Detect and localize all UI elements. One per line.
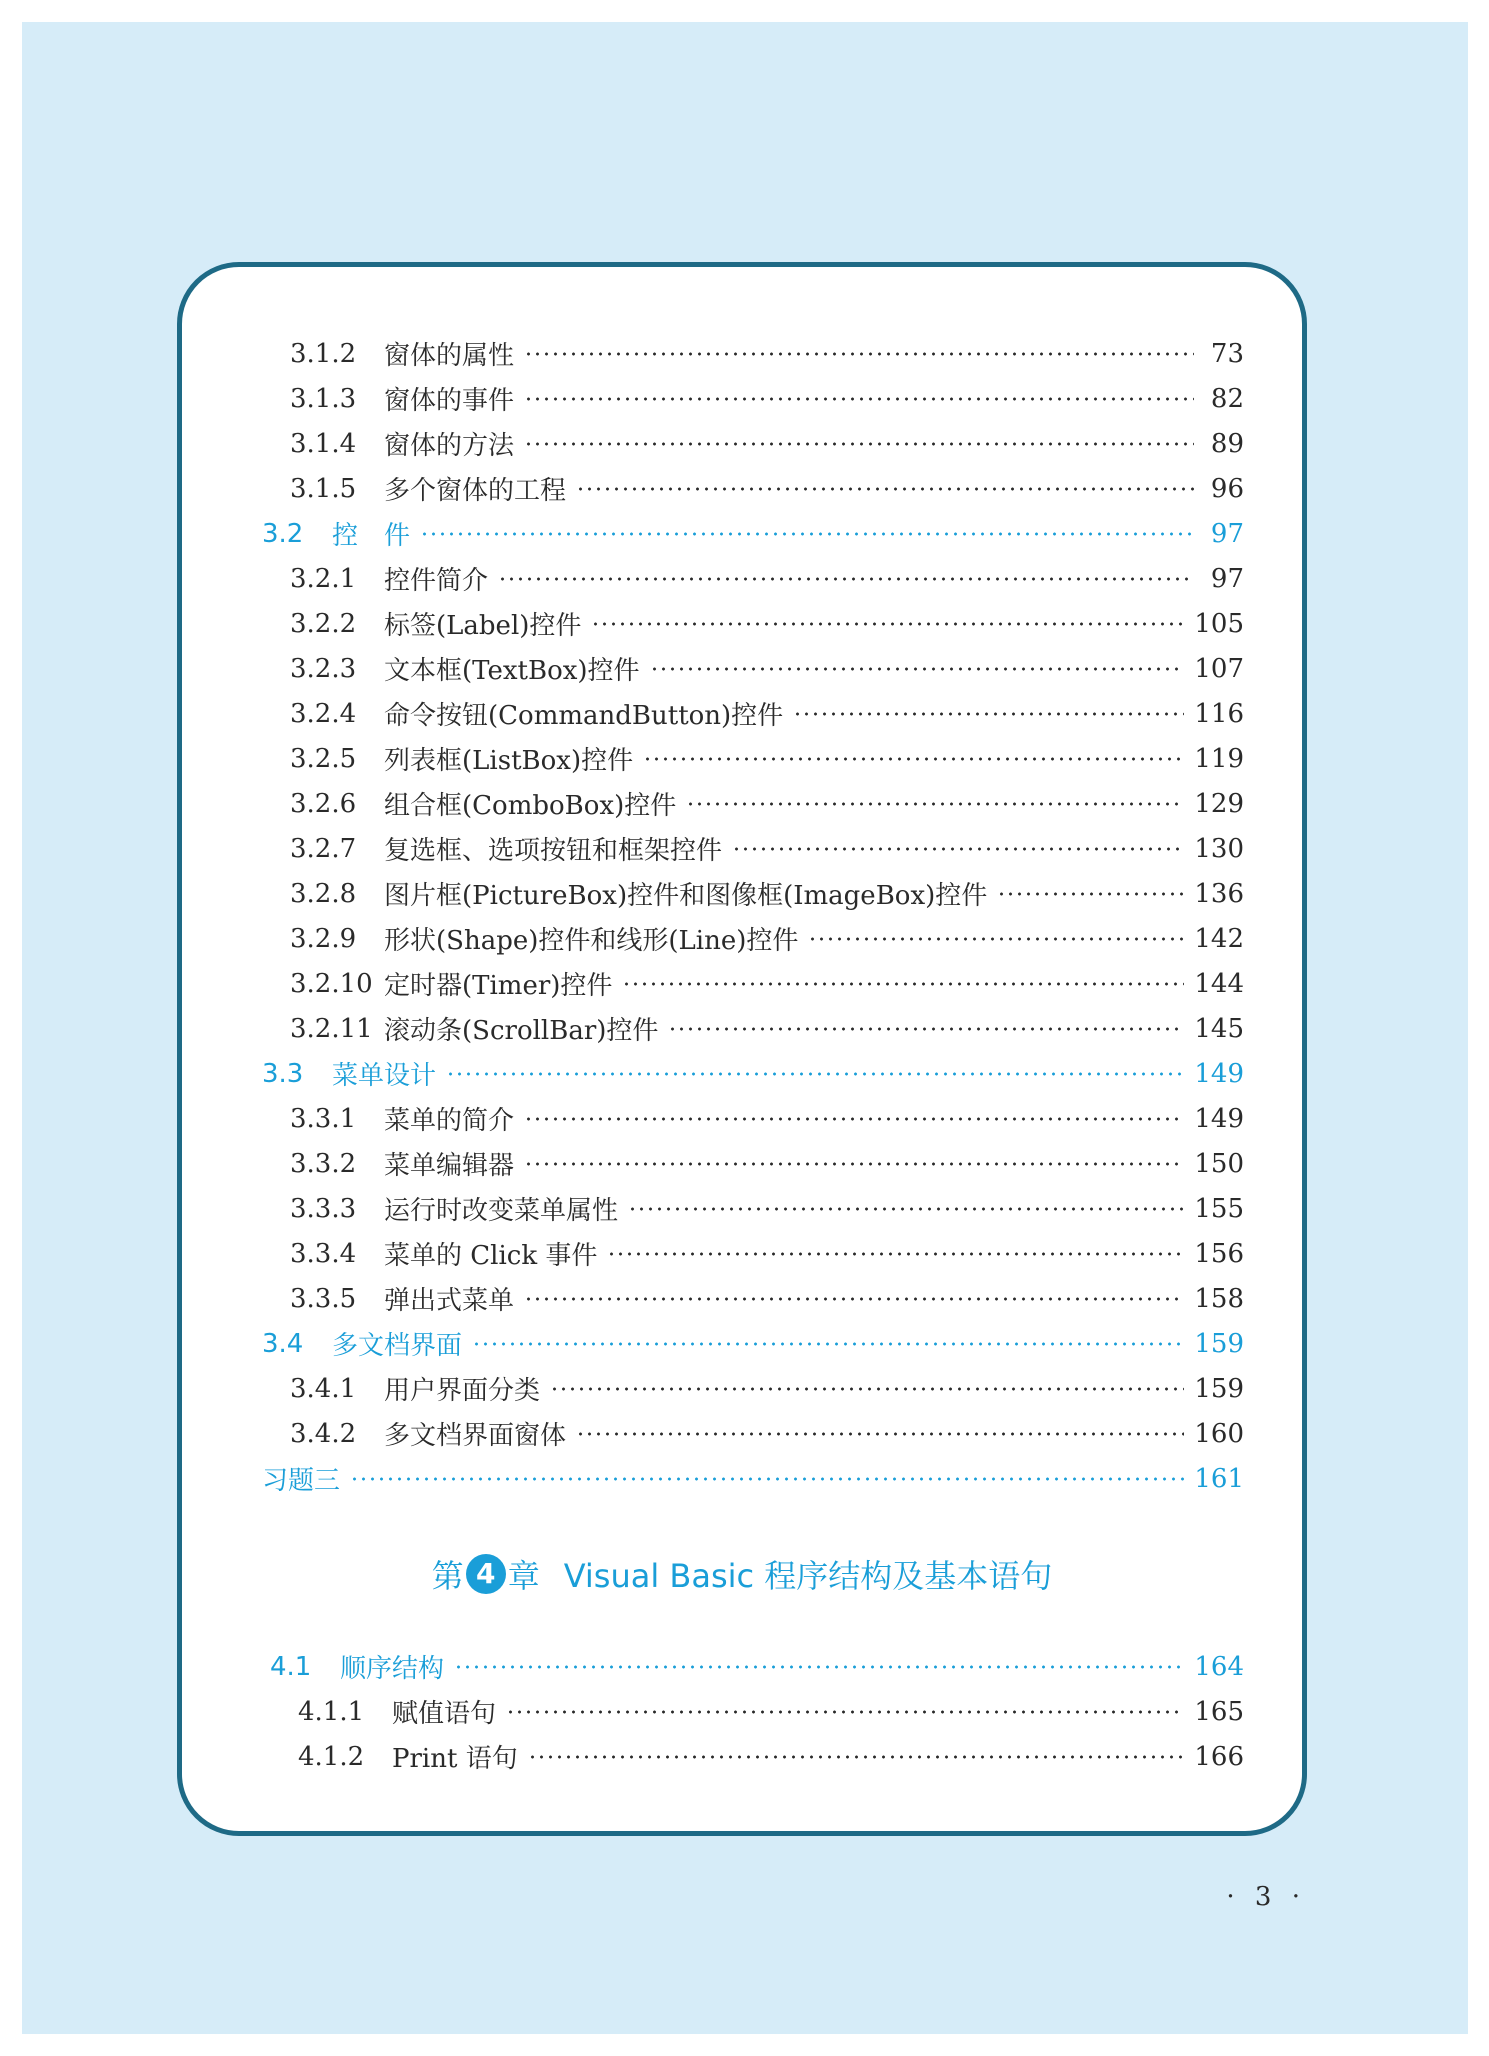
toc-dot-leader bbox=[650, 666, 1185, 672]
toc-subsection-row[interactable] bbox=[262, 916, 1244, 961]
toc-entry-number: 3.3.5 bbox=[290, 1283, 357, 1314]
toc-entry-title: 窗体的事件 bbox=[384, 386, 515, 416]
toc-entry-number: 3.1.2 bbox=[290, 338, 357, 369]
toc-entry-number: 3.2.6 bbox=[290, 788, 357, 819]
toc-entry-page: 107 bbox=[1194, 653, 1244, 684]
toc-section-row[interactable] bbox=[262, 1321, 1244, 1366]
toc-dot-leader bbox=[454, 1664, 1184, 1670]
toc-entry-number: 3.2.8 bbox=[290, 878, 357, 909]
toc-entry-title: 顺序结构 bbox=[340, 1654, 445, 1684]
toc-subsection-row[interactable] bbox=[262, 601, 1244, 646]
toc-dot-leader bbox=[808, 936, 1184, 942]
toc-section-row[interactable] bbox=[262, 1051, 1244, 1096]
toc-entry-number: 3.2.5 bbox=[290, 743, 357, 774]
chapter-suffix: 章 bbox=[507, 1557, 540, 1595]
toc-dot-leader bbox=[643, 756, 1184, 762]
toc-dot-leader bbox=[668, 1026, 1184, 1032]
toc-subsection-row[interactable] bbox=[262, 736, 1244, 781]
toc-subsection-row[interactable] bbox=[262, 421, 1244, 466]
toc-subsection-row[interactable] bbox=[262, 1186, 1244, 1231]
toc-entry-page: 155 bbox=[1194, 1193, 1244, 1224]
toc-entry-number: 3.2 bbox=[262, 518, 304, 549]
toc-entry-page: 164 bbox=[1194, 1651, 1244, 1682]
toc-subsection-row[interactable] bbox=[262, 1411, 1244, 1456]
toc-entry-number: 3.1.3 bbox=[290, 383, 357, 414]
toc-entry-number: 3.2.11 bbox=[290, 1013, 373, 1044]
toc-entry-page: 97 bbox=[1210, 563, 1244, 594]
toc-dot-leader bbox=[628, 1206, 1184, 1212]
toc-subsection-row[interactable] bbox=[262, 376, 1244, 421]
toc-entry-number: 3.2.4 bbox=[290, 698, 357, 729]
toc-entry-page: 158 bbox=[1194, 1283, 1244, 1314]
toc-dot-leader bbox=[472, 1341, 1184, 1347]
toc-entry-page: 73 bbox=[1210, 338, 1244, 369]
toc-dot-leader bbox=[524, 396, 1194, 402]
toc-subsection-row[interactable] bbox=[262, 331, 1244, 376]
toc-entry-title: 组合框(ComboBox)控件 bbox=[384, 791, 677, 821]
toc-entry-number: 4.1.1 bbox=[298, 1696, 365, 1727]
chapter-prefix: 第 bbox=[431, 1557, 464, 1595]
toc-section-row[interactable] bbox=[262, 511, 1244, 556]
toc-entry-number: 3.3 bbox=[262, 1058, 304, 1089]
toc-entry-number: 3.3.4 bbox=[290, 1238, 357, 1269]
toc-entry-page: 160 bbox=[1194, 1418, 1244, 1449]
toc-entry-page: 159 bbox=[1194, 1328, 1244, 1359]
page-number: · 3 · bbox=[1226, 1882, 1306, 1912]
toc-entry-page: 149 bbox=[1194, 1103, 1244, 1134]
toc-entry-page: 142 bbox=[1194, 923, 1244, 954]
toc-dot-leader bbox=[506, 1709, 1184, 1715]
toc-entry-page: 161 bbox=[1194, 1463, 1244, 1494]
toc-entry-title: 多文档界面 bbox=[332, 1331, 463, 1361]
toc-dot-leader bbox=[446, 1071, 1184, 1077]
toc-entry-page: 156 bbox=[1194, 1238, 1244, 1269]
toc-entry-title: 赋值语句 bbox=[392, 1699, 497, 1729]
toc-subsection-row[interactable] bbox=[262, 826, 1244, 871]
toc-dot-leader bbox=[524, 1296, 1184, 1302]
toc-subsection-row[interactable] bbox=[262, 1096, 1244, 1141]
toc-section-row[interactable] bbox=[262, 1456, 1244, 1501]
toc-dot-leader bbox=[607, 1251, 1184, 1257]
toc-entry-title: 控件简介 bbox=[384, 566, 489, 596]
toc-dot-leader bbox=[997, 891, 1184, 897]
toc-dot-leader bbox=[686, 801, 1184, 807]
toc-entry-number: 3.3.1 bbox=[290, 1103, 357, 1134]
toc-entry-page: 129 bbox=[1194, 788, 1244, 819]
toc-entry-number: 3.2.7 bbox=[290, 833, 357, 864]
toc-entry-number: 3.1.4 bbox=[290, 428, 357, 459]
toc-entry-number: 3.3.2 bbox=[290, 1148, 357, 1179]
toc-entry-title: 菜单的简介 bbox=[384, 1106, 515, 1136]
toc-entry-number: 3.2.10 bbox=[290, 968, 373, 999]
toc-entry-title: 用户界面分类 bbox=[384, 1376, 541, 1406]
toc-entry-page: 136 bbox=[1194, 878, 1244, 909]
toc-subsection-row[interactable] bbox=[262, 1006, 1244, 1051]
toc-entry-title: 复选框、选项按钮和框架控件 bbox=[384, 836, 723, 866]
toc-subsection-row[interactable] bbox=[262, 1231, 1244, 1276]
toc-entry-title: Print 语句 bbox=[392, 1744, 518, 1774]
toc-subsection-row[interactable] bbox=[262, 781, 1244, 826]
toc-entry-title: 图片框(PictureBox)控件和图像框(ImageBox)控件 bbox=[384, 881, 988, 911]
toc-entry-page: 144 bbox=[1194, 968, 1244, 999]
toc-entry-title: 多文档界面窗体 bbox=[384, 1421, 567, 1451]
toc-subsection-row[interactable] bbox=[270, 1734, 1244, 1779]
toc-entry-page: 149 bbox=[1194, 1058, 1244, 1089]
toc-entry-page: 82 bbox=[1210, 383, 1244, 414]
toc-entry-title: 滚动条(ScrollBar)控件 bbox=[384, 1016, 659, 1046]
toc-entry-page: 145 bbox=[1194, 1013, 1244, 1044]
toc-entry-title: 窗体的方法 bbox=[384, 431, 515, 461]
toc-dot-leader bbox=[793, 711, 1184, 717]
toc-entry-page: 166 bbox=[1194, 1741, 1244, 1772]
toc-entry-page: 165 bbox=[1194, 1696, 1244, 1727]
toc-entry-page: 96 bbox=[1210, 473, 1244, 504]
toc-subsection-row[interactable] bbox=[262, 556, 1244, 601]
toc-subsection-row[interactable] bbox=[270, 1689, 1244, 1734]
toc-entry-number: 3.3.3 bbox=[290, 1193, 357, 1224]
chapter-number-badge: 4 bbox=[466, 1554, 506, 1594]
toc-entry-title: 多个窗体的工程 bbox=[384, 476, 567, 506]
toc-dot-leader bbox=[350, 1476, 1184, 1482]
toc-entry-title: 标签(Label)控件 bbox=[384, 611, 582, 641]
toc-entry-title: 弹出式菜单 bbox=[384, 1286, 515, 1316]
toc-entry-title: 控 件 bbox=[332, 521, 411, 551]
toc-entry-title: 菜单编辑器 bbox=[384, 1151, 515, 1181]
toc-entry-title: 菜单的 Click 事件 bbox=[384, 1241, 598, 1271]
toc-dot-leader bbox=[732, 846, 1184, 852]
toc-entry-number: 3.2.3 bbox=[290, 653, 357, 684]
toc-entry-title: 习题三 bbox=[262, 1466, 341, 1496]
toc-entry-page: 130 bbox=[1194, 833, 1244, 864]
toc-dot-leader bbox=[528, 1754, 1185, 1760]
toc-dot-leader bbox=[591, 621, 1184, 627]
toc-dot-leader bbox=[524, 441, 1194, 447]
toc-entry-number: 4.1.2 bbox=[298, 1741, 365, 1772]
toc-subsection-row[interactable] bbox=[262, 691, 1244, 736]
toc-entry-page: 159 bbox=[1194, 1373, 1244, 1404]
toc-subsection-row[interactable] bbox=[262, 1276, 1244, 1321]
toc-subsection-row[interactable] bbox=[262, 1141, 1244, 1186]
toc-dot-leader bbox=[622, 981, 1184, 987]
toc-dot-leader bbox=[524, 1161, 1184, 1167]
toc-entry-page: 97 bbox=[1210, 518, 1244, 549]
toc-section-row[interactable] bbox=[270, 1644, 1244, 1689]
toc-dot-leader bbox=[498, 576, 1194, 582]
toc-entry-title: 运行时改变菜单属性 bbox=[384, 1196, 619, 1226]
toc-subsection-row[interactable] bbox=[262, 1366, 1244, 1411]
toc-subsection-row[interactable] bbox=[262, 961, 1244, 1006]
toc-entry-page: 105 bbox=[1194, 608, 1244, 639]
toc-entry-number: 3.2.2 bbox=[290, 608, 357, 639]
toc-list-chapter-4 bbox=[270, 1644, 1244, 1779]
toc-dot-leader bbox=[524, 1116, 1184, 1122]
toc-entry-number: 3.4 bbox=[262, 1328, 304, 1359]
toc-entry-title: 定时器(Timer)控件 bbox=[384, 971, 613, 1001]
toc-subsection-row[interactable] bbox=[262, 466, 1244, 511]
toc-entry-number: 3.4.1 bbox=[290, 1373, 357, 1404]
toc-entry-number: 3.2.9 bbox=[290, 923, 357, 954]
toc-dot-leader bbox=[524, 351, 1194, 357]
toc-subsection-row[interactable] bbox=[262, 646, 1244, 691]
toc-entry-page: 116 bbox=[1194, 698, 1244, 729]
toc-entry-page: 119 bbox=[1194, 743, 1244, 774]
toc-entry-number: 3.4.2 bbox=[290, 1418, 357, 1449]
toc-entry-number: 3.1.5 bbox=[290, 473, 357, 504]
toc-entry-title: 列表框(ListBox)控件 bbox=[384, 746, 634, 776]
toc-entry-page: 89 bbox=[1210, 428, 1244, 459]
toc-list bbox=[262, 331, 1244, 1501]
chapter-title: Visual Basic 程序结构及基本语句 bbox=[563, 1557, 1053, 1595]
toc-entry-title: 文本框(TextBox)控件 bbox=[384, 656, 640, 686]
toc-entry-title: 菜单设计 bbox=[332, 1061, 437, 1091]
toc-entry-title: 形状(Shape)控件和线形(Line)控件 bbox=[384, 926, 799, 956]
toc-dot-leader bbox=[420, 531, 1194, 537]
toc-entry-number: 4.1 bbox=[270, 1651, 312, 1682]
toc-dot-leader bbox=[576, 486, 1194, 492]
toc-entry-title: 命令按钮(CommandButton)控件 bbox=[384, 701, 784, 731]
toc-dot-leader bbox=[550, 1386, 1184, 1392]
toc-entry-title: 窗体的属性 bbox=[384, 341, 515, 371]
toc-entry-number: 3.2.1 bbox=[290, 563, 357, 594]
chapter-heading bbox=[177, 1546, 1307, 1606]
toc-subsection-row[interactable] bbox=[262, 871, 1244, 916]
toc-entry-page: 150 bbox=[1194, 1148, 1244, 1179]
toc-dot-leader bbox=[576, 1431, 1184, 1437]
